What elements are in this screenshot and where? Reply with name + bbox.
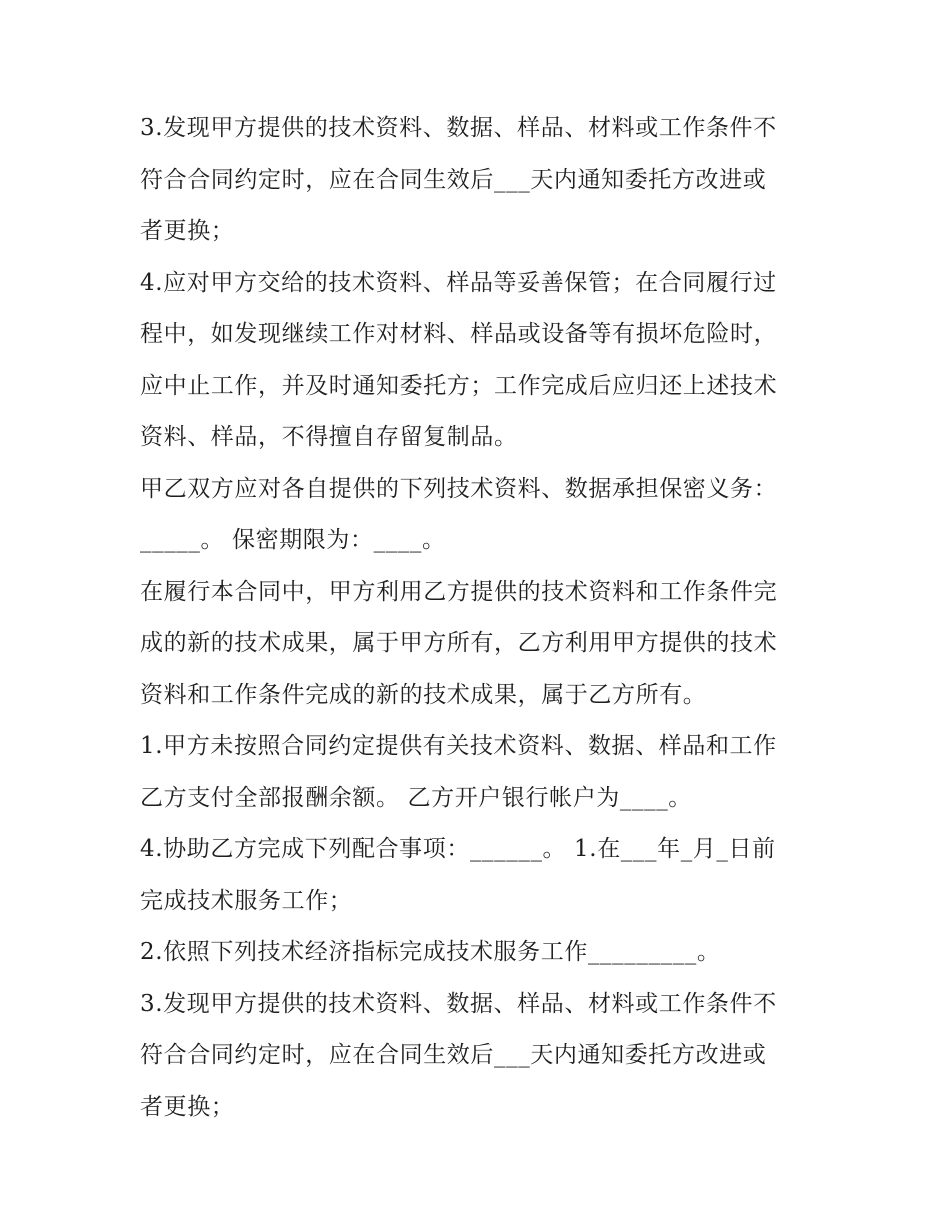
text-line: _____。 保密期限为：____。 bbox=[140, 527, 446, 553]
text-line: 应中止工作，并及时通知委托方；工作完成后应归还上述技术 bbox=[140, 372, 778, 399]
text-line: 符合合同约定时，应在合同生效后___天内通知委托方改进或 bbox=[140, 166, 767, 193]
text-line: 3.发现甲方提供的技术资料、数据、样品、材料或工作条件不 bbox=[140, 990, 777, 1017]
text-line: 成的新的技术成果，属于甲方所有，乙方利用甲方提供的技术 bbox=[140, 630, 778, 656]
text-line: 者更换； bbox=[140, 1093, 235, 1120]
text-line: 甲乙双方应对各自提供的下列技术资料、数据承担保密义务： bbox=[140, 475, 778, 502]
text-line: 完成技术服务工作； bbox=[140, 887, 353, 914]
text-line: 2.依照下列技术经济指标完成技术服务工作_________。 bbox=[140, 939, 721, 965]
text-line: 资料、样品，不得擅自存留复制品。 bbox=[140, 424, 518, 450]
text-line: 1.甲方未按照合同约定提供有关技术资料、数据、样品和工作 bbox=[140, 733, 777, 759]
text-line: 在履行本合同中，甲方利用乙方提供的技术资料和工作条件完 bbox=[140, 578, 778, 605]
text-line: 符合合同约定时，应在合同生效后___天内通知委托方改进或 bbox=[140, 1042, 767, 1068]
text-line: 4.应对甲方交给的技术资料、样品等妥善保管；在合同履行过 bbox=[140, 269, 777, 296]
document-body bbox=[140, 103, 820, 1133]
text-line: 3.发现甲方提供的技术资料、数据、样品、材料或工作条件不 bbox=[140, 115, 777, 141]
text-line: 者更换； bbox=[140, 218, 235, 244]
text-line: 资料和工作条件完成的新的技术成果，属于乙方所有。 bbox=[140, 681, 707, 708]
text-line: 程中，如发现继续工作对材料、样品或设备等有损坏危险时， bbox=[140, 321, 778, 347]
text-line: 乙方支付全部报酬余额。 乙方开户银行帐户为____。 bbox=[140, 784, 692, 811]
text-line: 4.协助乙方完成下列配合事项：______。 1.在___年_月_日前 bbox=[140, 836, 776, 862]
